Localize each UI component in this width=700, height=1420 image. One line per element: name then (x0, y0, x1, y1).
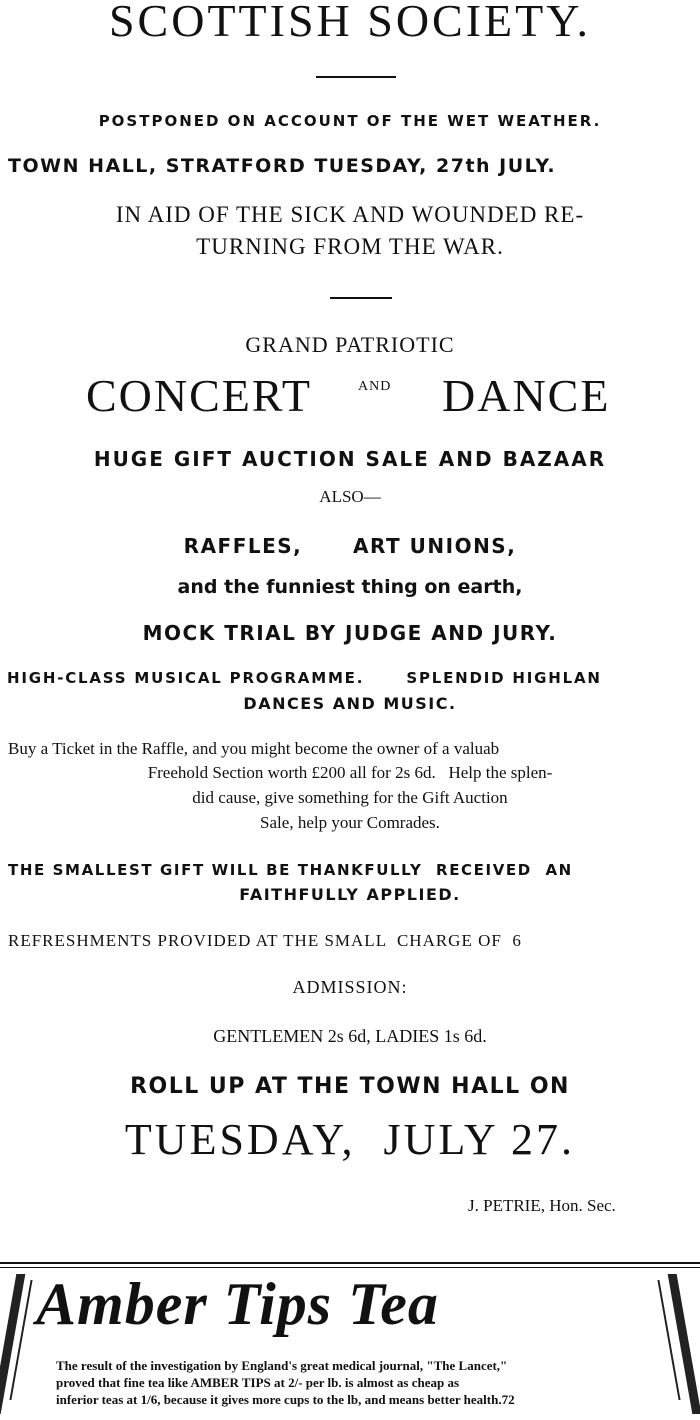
roll-up-line: ROLL UP AT THE TOWN HALL ON (130, 1074, 570, 1099)
huge-gift-line: HUGE GIFT AUCTION SALE AND BAZAAR (93, 447, 607, 471)
raffle-text-4: Sale, help your Comrades. (260, 813, 440, 832)
brand-name: Amber Tips Tea (36, 1271, 439, 1337)
raffle-text-2: Freehold Section worth £200 all for 2s 6d. Help the splen- (147, 763, 553, 782)
raffle-text-1: Buy a Ticket in the Raffle, and you might become the owner of a valuab (8, 739, 500, 758)
title-rule (316, 76, 396, 78)
right-border-bar (668, 1274, 700, 1414)
raffles-line: RAFFLES, ART UNIONS, (183, 534, 517, 558)
dance-word: DANCE (442, 370, 611, 421)
musical-line-2: DANCES AND MUSIC. (243, 694, 457, 713)
refreshments-line: REFRESHMENTS PROVIDED AT THE SMALL CHARGE OF 6 (8, 931, 522, 950)
left-border-bar (0, 1274, 25, 1414)
gift-line-1: THE SMALLEST GIFT WILL BE THANKFULLY RECEIVED AN (8, 861, 573, 879)
raffle-text-3: did cause, give something for the Gift Auction (192, 788, 508, 807)
society-title: SCOTTISH SOCIETY. (108, 0, 592, 46)
advert-top-rule-2 (0, 1267, 700, 1268)
also-line: ALSO— (319, 487, 381, 506)
admission-label: ADMISSION: (292, 977, 408, 997)
and-word: AND (358, 379, 392, 394)
admission-prices: GENTLEMEN 2s 6d, LADIES 1s 6d. (213, 1026, 487, 1046)
aid-line-1: IN AID OF THE SICK AND WOUNDED RE- (115, 202, 585, 227)
funniest-line: and the funniest thing on earth, (177, 576, 523, 598)
gift-line-2: FAITHFULLY APPLIED. (239, 885, 461, 904)
advert-top-rule (0, 1262, 700, 1264)
grand-patriotic: GRAND PATRIOTIC (245, 332, 455, 357)
section-rule (330, 297, 392, 299)
concert-word: CONCERT (86, 370, 312, 421)
advert-body-2: proved that fine tea like AMBER TIPS at 2/- per lb. is almost as cheap as (56, 1375, 460, 1390)
advert-body-3: inferior teas at 1/6, because it gives more cups to the lb, and means better health.72 (56, 1392, 515, 1407)
venue-date-line: TOWN HALL, STRATFORD TUESDAY, 27th JULY. (8, 155, 557, 177)
postponed-line: POSTPONED ON ACCOUNT OF THE WET WEATHER. (98, 112, 602, 130)
musical-line-1: HIGH-CLASS MUSICAL PROGRAMME. SPLENDID HIGHLAN (7, 669, 602, 687)
advert-body-1: The result of the investigation by England's great medical journal, "The Lancet," (56, 1358, 508, 1373)
signature: J. PETRIE, Hon. Sec. (468, 1196, 616, 1215)
final-date: TUESDAY, JULY 27. (124, 1115, 576, 1164)
aid-line-2: TURNING FROM THE WAR. (196, 234, 504, 259)
amber-tips-advert (0, 1262, 700, 1420)
mock-trial-line: MOCK TRIAL BY JUDGE AND JURY. (142, 621, 558, 645)
